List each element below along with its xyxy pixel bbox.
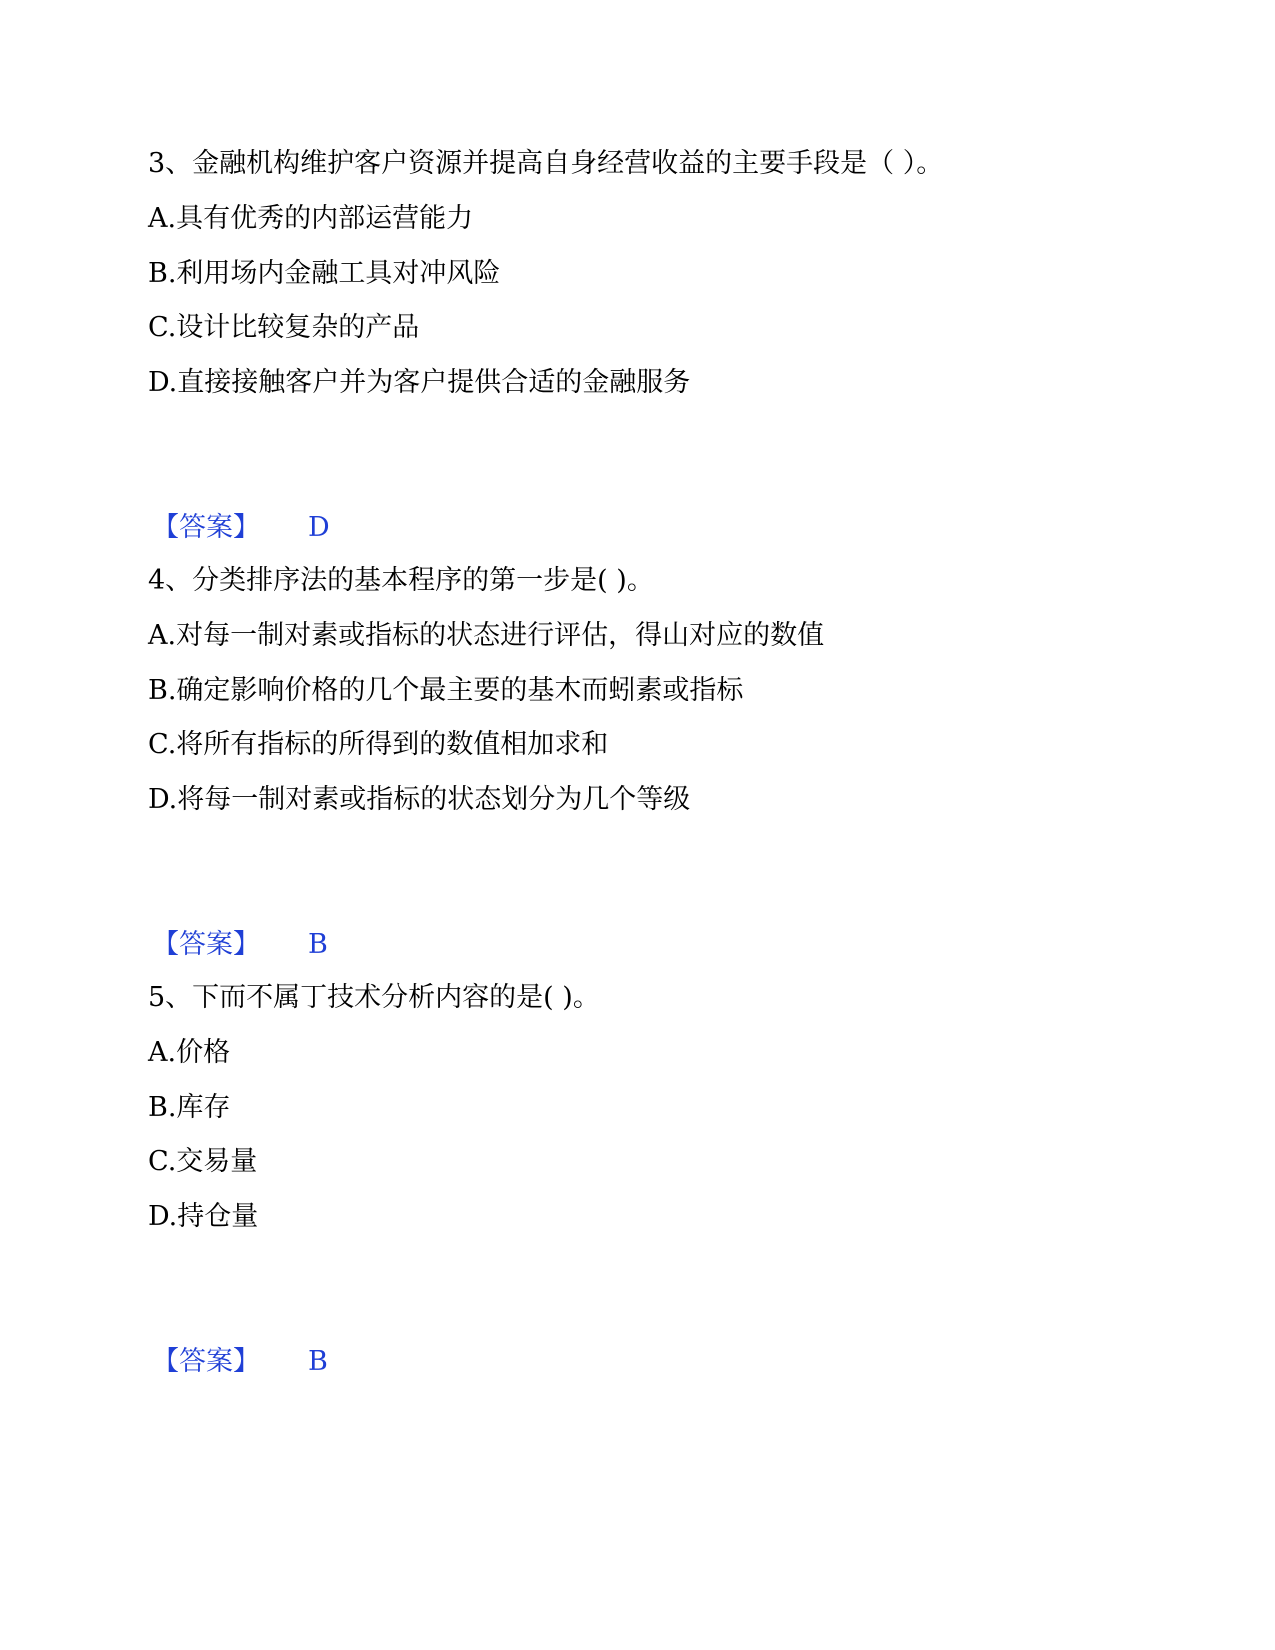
question-4-stem: 4、分类排序法的基本程序的第一步是( )。	[148, 565, 654, 596]
question-5-option-d: D.持仓量	[148, 1201, 259, 1232]
question-5-answer	[152, 1344, 328, 1380]
question-4-option-b: B.确定影响价格的几个最主要的基木而蚓素或指标	[148, 675, 744, 706]
question-5-option-b: B.库存	[148, 1092, 231, 1123]
question-3-option-d: D.直接接触客户并为客户提供合适的金融服务	[148, 367, 691, 398]
question-4-answer	[152, 927, 328, 963]
question-5-option-a: A.价格	[148, 1037, 231, 1068]
question-5-stem: 5、下而不属丁技术分析内容的是( )。	[148, 982, 600, 1013]
answer-value: B	[308, 1346, 328, 1377]
question-3-answer	[152, 510, 330, 546]
answer-value: B	[308, 929, 328, 960]
question-3-option-b: B.利用场内金融工具对冲风险	[148, 258, 501, 289]
answer-label: 【答案】	[152, 929, 260, 960]
question-4-option-a: A.对每一制对素或指标的状态进行评估，得山对应的数值	[148, 620, 825, 651]
question-4-option-c: C.将所有指标的所得到的数值相加求和	[148, 729, 609, 760]
question-3-option-c: C.设计比较复杂的产品	[148, 312, 420, 343]
answer-value: D	[308, 512, 330, 543]
question-4-option-d: D.将每一制对素或指标的状态划分为几个等级	[148, 784, 691, 815]
question-3-stem: 3、金融机构维护客户资源并提高自身经营收益的主要手段是（ ）。	[148, 148, 944, 179]
question-5-option-c: C.交易量	[148, 1146, 258, 1177]
question-3-option-a: A.具有优秀的内部运营能力	[148, 203, 474, 234]
answer-label: 【答案】	[152, 1346, 260, 1377]
answer-label: 【答案】	[152, 512, 260, 543]
